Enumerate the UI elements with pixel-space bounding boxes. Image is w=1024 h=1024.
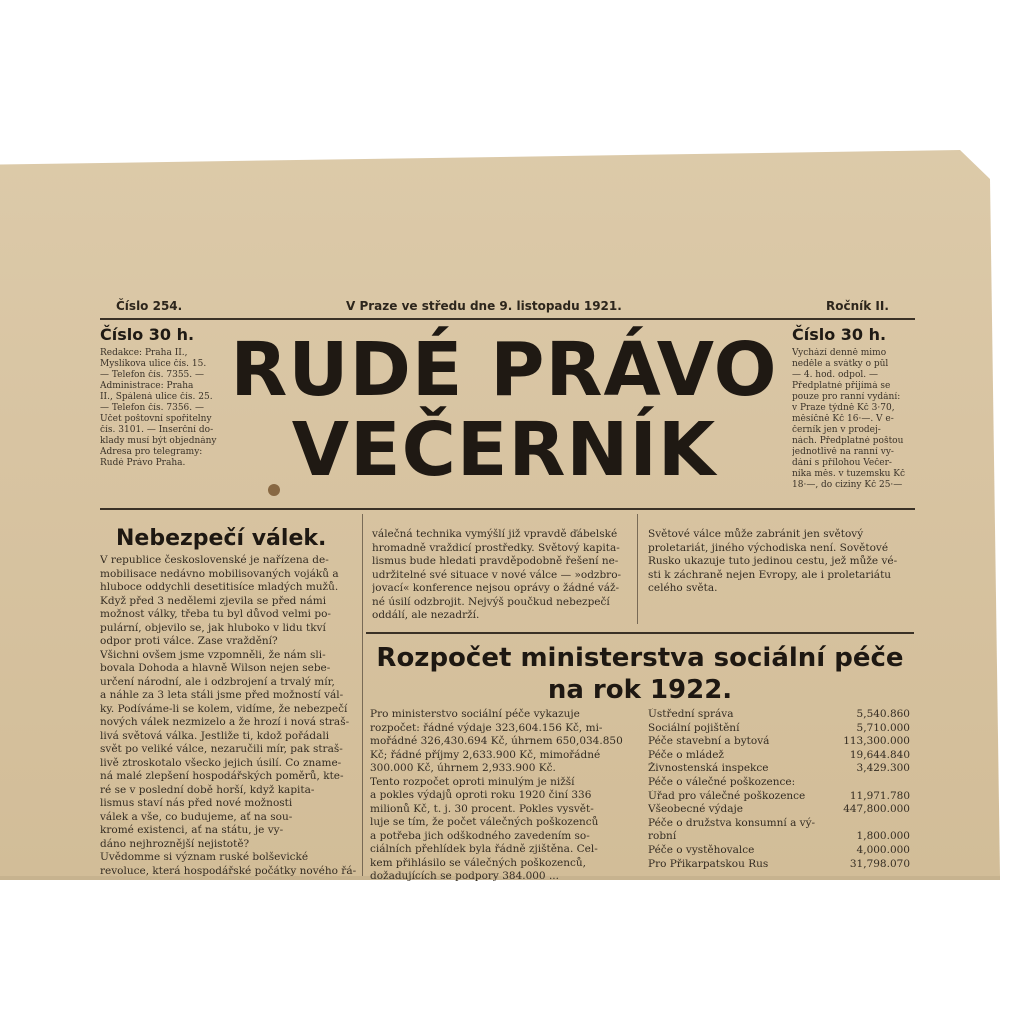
text-line: ré se v poslední době horší, když kapita-: [100, 783, 315, 796]
text-line: sti k záchraně nejen Evropy, ale i proletariátu: [648, 568, 892, 581]
text-line: rozpočet: řádné výdaje 323,604.156 Kč, mi-: [370, 721, 603, 734]
row-value: 4,000.000: [856, 843, 910, 856]
text-line: ky. Podíváme-li se kolem, vidíme, že nebezpečí: [100, 702, 348, 715]
text-line: oddálí, ale nezadrží.: [372, 609, 480, 621]
text-line: hromadně vraždicí prostředky. Světový kapita-: [372, 541, 620, 554]
text-line: II., Spálená ulice čís. 25.: [100, 392, 213, 402]
left-info-box: [100, 325, 222, 469]
row-label: Péče o družstva konsumní a vý-: [648, 816, 816, 829]
issue-number: Číslo 254.: [116, 299, 183, 313]
volume: Ročník II.: [826, 299, 889, 313]
row-value: 19,644.840: [849, 748, 910, 761]
row-label: Péče o mládež: [648, 748, 724, 761]
row-value: [840, 776, 910, 790]
text-line: ná malé zlepšení hospodářských poměrů, kte-: [100, 770, 344, 782]
price-left: Číslo 30 h.: [100, 325, 195, 344]
text-line: svět po veliké válce, nezaručili mír, pak straš-: [100, 743, 343, 755]
row-label: Všeobecné výdaje: [648, 803, 743, 816]
text-line: 300.000 Kč, úhrnem 2,933.900 Kč.: [370, 762, 556, 774]
text-line: — 4. hod. odpol. —: [792, 370, 878, 380]
editorial-info: [100, 348, 222, 469]
row-label: Úřad pro válečné poškozence: [648, 789, 806, 802]
text-line: nových válek nezmizelo a že hrozí i nová straš-: [100, 716, 350, 728]
text-line: — Telefon čís. 7356. —: [100, 403, 204, 413]
text-line: Rudé Právo Praha.: [100, 458, 186, 468]
text-line: mobilisace nedávno mobilisovaných vojáků a: [100, 567, 339, 580]
text-line: hluboce oddychli desetitisíce mladých mužů.: [100, 581, 339, 593]
budget-table: [648, 708, 910, 871]
text-line: Kč; řádné příjmy 2,633.900 Kč, mimořádné: [370, 748, 601, 761]
text-line: Vychází denně mimo: [792, 348, 887, 358]
table-row: [648, 762, 910, 776]
text-line: dožadujících se podpory 384.000 ...: [370, 870, 559, 882]
text-line: revoluce, která hospodářské počátky nového řá-: [100, 864, 357, 877]
column-divider: [362, 514, 363, 876]
text-line: kem přihlásilo se válečných poškozenců,: [370, 856, 586, 869]
article-title: Nebezpečí válek.: [116, 526, 327, 551]
table-row: [648, 790, 910, 804]
text-line: Rusko ukazuje tuto jedinou cestu, jež může vé-: [648, 555, 898, 567]
text-line: níka měs. v tuzemsku Kč: [792, 469, 906, 479]
row-label: Živnostenská inspekce: [648, 762, 769, 775]
text-line: Když před 3 nedělemi zjevila se před námi: [100, 594, 327, 607]
table-row: [648, 858, 910, 872]
text-line: pulární, objevilo se, jak hluboko v lidu tkví: [100, 621, 326, 634]
text-line: Myslíkova ulice čís. 15.: [100, 359, 207, 369]
subscription-info: [792, 348, 914, 491]
text-line: Světové válce může zabránit jen světový: [648, 528, 864, 540]
text-line: livě ztroskotalo všecko jejich úsilí. Co zname-: [100, 756, 342, 769]
text-line: Adresa pro telegramy:: [100, 447, 203, 457]
article-body: [100, 554, 358, 878]
text-line: udržitelné své situace v nové válce — »odzbro-: [372, 568, 622, 581]
headline-line-1: Rozpočet ministerstva sociální péče: [376, 643, 904, 673]
text-line: měsíčně Kč 16·—. V e-: [792, 414, 894, 424]
table-row: [648, 708, 910, 722]
text-line: klady musí být objednány: [100, 436, 217, 446]
row-value: 1,800.000: [856, 830, 910, 843]
text-line: Tento rozpočet oproti minulým je nižší: [370, 775, 575, 788]
row-value: 5,710.000: [856, 721, 910, 734]
text-line: a potřeba jich odškodného zavedením so-: [370, 829, 590, 842]
text-line: a pokles výdajů oproti roku 1920 činí 336: [370, 789, 592, 801]
text-line: Účet poštovní spořitelny: [100, 414, 212, 424]
row-value: 31,798.070: [849, 857, 910, 870]
text-line: dáno nejhroznější nejistotě?: [100, 837, 250, 850]
row-label: Péče o vystěhovalce: [648, 843, 755, 856]
text-line: možnost války, třeba tu byl důvod velmi po-: [100, 608, 331, 620]
table-row: [648, 844, 910, 858]
text-line: pouze pro ranní vydání:: [792, 392, 901, 402]
text-line: odpor proti válce. Zase vraždění?: [100, 635, 278, 647]
text-line: 18·—, do ciziny Kč 25·—: [792, 480, 903, 490]
text-line: čís. 3101. — Inserční do-: [100, 425, 214, 435]
text-line: jovací« konference nejsou oprávy o žádné váž-: [372, 582, 620, 594]
text-line: Administrace: Praha: [100, 381, 194, 391]
row-label: Pro Přikarpatskou Rus: [648, 857, 769, 870]
masthead: [228, 327, 780, 493]
row-label: Péče o válečné poškozence:: [648, 775, 796, 788]
table-row: [648, 776, 910, 790]
text-line: válek a vše, co budujeme, ať na sou-: [100, 810, 293, 823]
text-line: Uvědomme si význam ruské bolševické: [100, 851, 309, 863]
row-value: 3,429.300: [856, 762, 910, 775]
table-row: [648, 749, 910, 763]
headline-line-2: na rok 1922.: [547, 675, 733, 705]
row-value: 113,300.000: [843, 735, 910, 748]
text-line: proletariát, jiného východiska není. Sovětové: [648, 541, 889, 554]
row-label: Péče stavební a bytová: [648, 735, 770, 748]
section-rule: [366, 632, 914, 634]
text-line: milionů Kč, t. j. 30 procent. Pokles vysvět-: [370, 802, 594, 815]
text-line: celého světa.: [648, 582, 718, 594]
text-line: mořádné 326,430.694 Kč, úhrnem 650,034.850: [370, 735, 623, 747]
row-label: Ústřední správa: [648, 708, 734, 720]
row-value: 11,971.780: [849, 789, 910, 802]
text-line: neděle a svátky o půl: [792, 359, 889, 369]
text-line: bovala Dohoda a hlavně Wilson nejen sebe-: [100, 662, 331, 674]
text-line: určení národní, ale i odzbrojení a trvalý mír,: [100, 675, 335, 688]
text-line: Všichni ovšem jsme vzpomněli, že nám sli-: [100, 648, 326, 661]
text-line: — Telefon čís. 7355. —: [100, 370, 204, 380]
text-line: né úsilí odzbrojit. Nejvýš poučkud nebezpečí: [372, 595, 610, 608]
row-value: 447,800.000: [843, 803, 910, 816]
article-continuation: [372, 528, 632, 623]
right-info-box: [792, 325, 914, 491]
text-line: a náhle za 3 leta stáli jsme před možností vál-: [100, 689, 344, 701]
dateline: V Praze ve středu dne 9. listopadu 1921.: [346, 299, 622, 313]
text-line: černík jen v prodej-: [792, 425, 881, 435]
header-rule: [100, 318, 915, 320]
text-line: nách. Předplatné poštou: [792, 436, 904, 446]
article-headline: [366, 642, 914, 706]
table-row: [648, 735, 910, 749]
text-line: lismus bude hledati pravděpodobně řešení ne-: [372, 555, 619, 567]
text-line: v Praze týdně Kč 3·70,: [792, 403, 895, 413]
text-line: jednotlivě na ranní vy-: [792, 447, 894, 457]
row-label: robní: [648, 830, 677, 843]
table-row: [648, 817, 910, 831]
article-body: [370, 708, 632, 884]
text-line: dání s přílohou Večer-: [792, 458, 892, 468]
table-row: [648, 722, 910, 736]
text-line: V republice československé je nařízena de-: [100, 554, 329, 566]
row-value: [840, 817, 910, 831]
masthead-line-1: RUDÉ PRÁVO: [230, 327, 778, 413]
masthead-line-2: VEČERNÍK: [291, 407, 717, 493]
text-line: Redakce: Praha II.,: [100, 348, 188, 358]
text-line: Pro ministerstvo sociální péče vykazuje: [370, 708, 580, 720]
price-right: Číslo 30 h.: [792, 325, 887, 344]
article-continuation: [648, 528, 910, 596]
text-line: válečná technika vymýšlí již vpravdě ďábelské: [372, 528, 618, 540]
table-row: [648, 803, 910, 817]
text-line: kromé existenci, ať na státu, je vy-: [100, 824, 284, 836]
text-line: Předplatné přijímá se: [792, 381, 891, 391]
column-divider: [637, 514, 638, 624]
row-value: 5,540.860: [856, 708, 910, 720]
table-row: [648, 830, 910, 844]
text-line: lismus staví nás před nové možnosti: [100, 797, 293, 809]
text-line: livá světová válka. Jestliže ti, kdož pořádali: [100, 729, 330, 742]
masthead-rule: [100, 508, 915, 510]
row-label: Sociální pojištění: [648, 721, 740, 734]
text-line: luje se tím, že počet válečných poškozenců: [370, 816, 599, 828]
text-line: ciálních přehlídek byla řádně zjištěna. Cel-: [370, 843, 598, 855]
